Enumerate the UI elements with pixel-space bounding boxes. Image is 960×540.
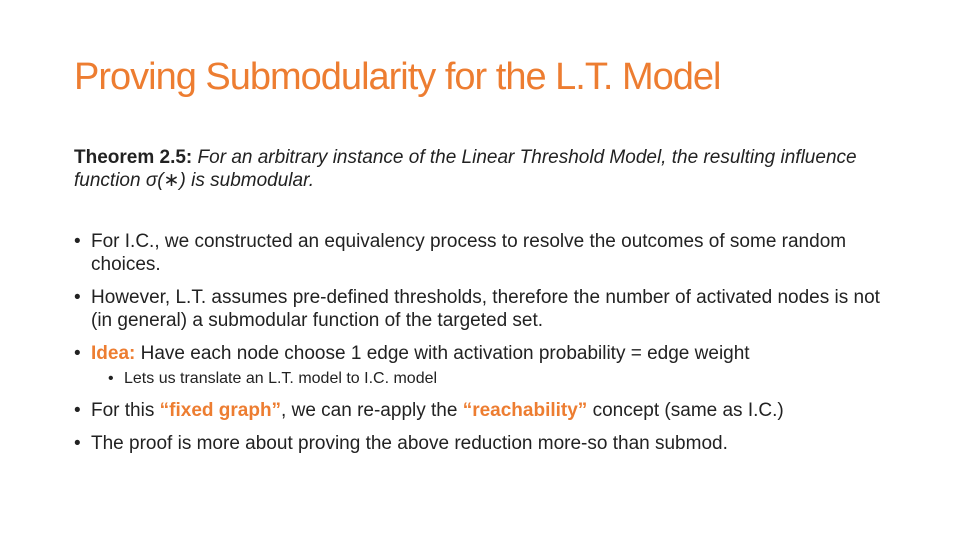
bullet-icon: • [74,400,81,421]
theorem-statement [74,146,894,192]
bullet-item-proof [74,432,894,455]
slide-title: Proving Submodularity for the L.T. Model [74,56,721,98]
fixed-graph-highlight: “fixed graph” [159,400,282,421]
bullet-item-idea [74,342,894,389]
bullet-icon: • [74,433,81,454]
slide-content [74,146,894,465]
bullet-text-middle: , we can re-apply the [281,400,458,421]
bullet-text: Have each node choose 1 edge with activation probability = edge weight [140,343,750,364]
bullet-list [74,230,894,455]
bullet-icon: • [74,231,81,252]
theorem-label: Theorem 2.5: [74,147,193,168]
reachability-highlight: “reachability” [462,400,588,421]
bullet-text-before: For this [91,400,155,421]
sub-bullet-text: Lets us translate an L.T. model to I.C. model [124,370,438,387]
sub-bullet-item [108,369,894,389]
bullet-text: However, L.T. assumes pre-defined thresholds, therefore the number of activated nodes is not (in general) a submodular function of the targeted set. [91,287,880,331]
theorem-body: For an arbitrary instance of the Linear Threshold Model, the resulting influence function σ(∗) is submodular. [74,147,857,191]
bullet-text: For I.C., we constructed an equivalency process to resolve the outcomes of some random choices. [91,231,847,275]
bullet-item-ic-process [74,230,894,276]
sub-bullet-icon: • [108,370,114,387]
bullet-item-fixed-graph [74,399,894,422]
idea-label: Idea: [91,343,136,364]
bullet-text-after: concept (same as I.C.) [592,400,784,421]
bullet-icon: • [74,343,81,364]
bullet-text: The proof is more about proving the above reduction more-so than submod. [91,433,728,454]
bullet-icon: • [74,287,81,308]
bullet-item-lt-thresholds [74,286,894,332]
